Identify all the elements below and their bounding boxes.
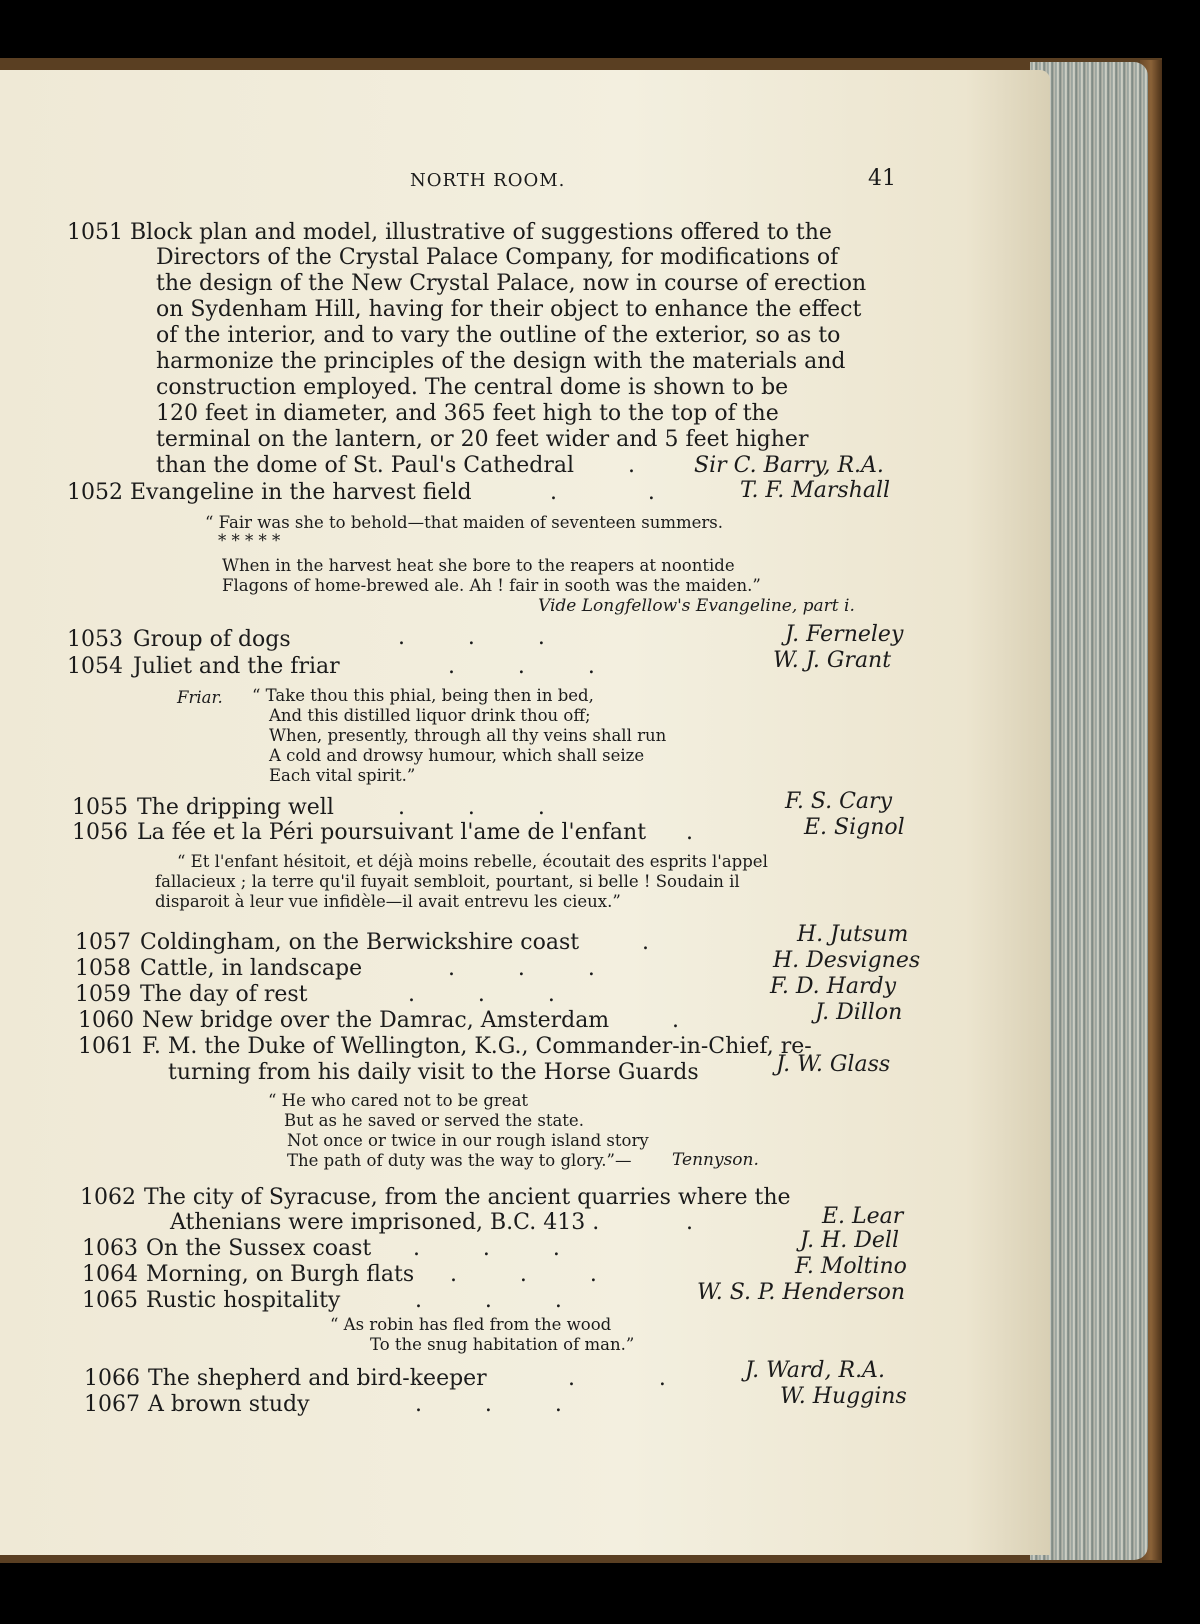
entry-artist: F. S. Cary: [785, 789, 892, 814]
entry-title: Cattle, in landscape: [140, 956, 363, 981]
entry-title: Group of dogs: [133, 627, 291, 652]
quote-line: disparoit à leur vue infidèle—il avait entrevu les cieux.”: [155, 892, 621, 911]
leader-dots: . . .: [398, 625, 545, 650]
entry-text-line: 120 feet in diameter, and 365 feet high to the top of the: [156, 401, 779, 426]
quote-line: And this distilled liquor drink thou off;: [269, 706, 591, 725]
entry-artist: W. S. P. Henderson: [697, 1280, 906, 1305]
entry-number: 1067: [84, 1392, 140, 1417]
entry-title: Evangeline in the harvest field: [130, 480, 472, 505]
quote-source: Vide Longfellow's Evangeline, part i.: [538, 596, 855, 616]
entry-text-line: terminal on the lantern, or 20 feet wider and 5 feet higher: [156, 427, 809, 452]
entry-number: 1063: [82, 1236, 138, 1261]
running-head: NORTH ROOM.: [410, 170, 566, 191]
entry-title: Morning, on Burgh flats: [146, 1262, 415, 1287]
quote-line: When, presently, through all thy veins shall run: [269, 726, 667, 745]
leader-dots: .: [686, 1210, 693, 1235]
entry-title: The dripping well: [137, 795, 334, 820]
quote-asterisks: * * * * *: [218, 531, 281, 550]
entry-title: The day of rest: [140, 982, 308, 1007]
entry-number: 1061: [78, 1034, 134, 1059]
leader-dots: . . .: [450, 1262, 597, 1287]
entry-text-line: turning from his daily visit to the Horse Guards: [168, 1060, 699, 1085]
leader-dots: . . .: [448, 956, 595, 981]
leader-dots: . . .: [415, 1288, 562, 1313]
entry-number: 1051: [67, 220, 123, 245]
entry-number: 1052: [67, 480, 123, 505]
entry-title: A brown study: [148, 1392, 310, 1417]
leader-dots: . . .: [398, 795, 545, 820]
entry-number: 1065: [82, 1288, 138, 1313]
entry-artist: E. Signol: [804, 815, 905, 840]
entry-number: 1058: [75, 956, 131, 981]
entry-text-line: Block plan and model, illustrative of suggestions offered to the: [130, 220, 832, 245]
entry-title: La fée et la Péri poursuivant l'ame de l'enfant: [137, 820, 647, 845]
quote-line: fallacieux ; la terre qu'il fuyait sembloit, pourtant, si belle ! Soudain il: [155, 872, 740, 891]
entry-number: 1059: [75, 982, 131, 1007]
entry-text-line: construction employed. The central dome is shown to be: [156, 375, 789, 400]
leader-dots: . . .: [408, 982, 555, 1007]
entry-number: 1060: [78, 1008, 134, 1033]
entry-number: 1056: [72, 820, 128, 845]
entry-title: On the Sussex coast: [146, 1236, 372, 1261]
entry-text-line: than the dome of St. Paul's Cathedral: [156, 453, 574, 478]
entry-text-line: harmonize the principles of the design with the materials and: [156, 349, 846, 374]
entry-text-line: Directors of the Crystal Palace Company, for modifications of: [156, 245, 839, 270]
entry-artist: W. J. Grant: [773, 648, 892, 673]
entry-text-line: The city of Syracuse, from the ancient quarries where the: [144, 1185, 791, 1210]
quote-line: The path of duty was the way to glory.”—: [287, 1151, 632, 1170]
quote-line: “ Et l'enfant hésitoit, et déjà moins rebelle, écoutait des esprits l'appel: [177, 852, 768, 871]
quote-line: Not once or twice in our rough island story: [287, 1131, 649, 1150]
entry-number: 1053: [67, 627, 123, 652]
quote-line: Each vital spirit.”: [269, 766, 416, 785]
leader-dots: .: [628, 453, 635, 478]
quote-line: But as he saved or served the state.: [284, 1111, 584, 1130]
entry-artist: J. Dillon: [815, 1000, 903, 1025]
leader-dots: .: [642, 930, 649, 955]
entry-text-line: on Sydenham Hill, having for their object to enhance the effect: [156, 297, 862, 322]
leader-dots: .: [686, 820, 693, 845]
entry-artist: Sir C. Barry, R.A.: [694, 453, 884, 478]
leader-dots: .: [672, 1008, 679, 1033]
entry-text-line: the design of the New Crystal Palace, now in course of erection: [156, 271, 867, 296]
entry-artist: J. Ward, R.A.: [745, 1358, 885, 1383]
quote-line: A cold and drowsy humour, which shall seize: [269, 746, 645, 765]
leader-dots: . .: [550, 480, 655, 505]
leader-dots: . . .: [413, 1236, 560, 1261]
entry-artist: F. D. Hardy: [770, 974, 896, 999]
entry-number: 1066: [84, 1366, 140, 1391]
entry-number: 1064: [82, 1262, 138, 1287]
quote-line: “ He who cared not to be great: [268, 1091, 529, 1110]
entry-title: The shepherd and bird-keeper: [148, 1366, 487, 1391]
quote-speaker: Friar.: [177, 688, 223, 707]
leader-dots: . . .: [448, 654, 595, 679]
quote-line: “ Fair was she to behold—that maiden of seventeen summers.: [205, 513, 724, 532]
entry-text-line: Athenians were imprisoned, B.C. 413 .: [170, 1210, 600, 1235]
entry-title: Juliet and the friar: [133, 654, 340, 679]
page-number: 41: [868, 166, 896, 191]
entry-title: Rustic hospitality: [146, 1288, 341, 1313]
quote-line: To the snug habitation of man.”: [370, 1335, 635, 1354]
entry-title: New bridge over the Damrac, Amsterdam: [142, 1008, 610, 1033]
leader-dots: . .: [568, 1366, 666, 1391]
quote-line: Flagons of home-brewed ale. Ah ! fair in sooth was the maiden.”: [222, 576, 761, 595]
entry-artist: F. Moltino: [795, 1254, 907, 1279]
entry-artist: E. Lear: [822, 1204, 904, 1229]
entry-number: 1055: [72, 795, 128, 820]
leader-dots: . . .: [415, 1392, 562, 1417]
entry-artist: H. Desvignes: [773, 948, 921, 973]
quote-line: “ Take thou this phial, being then in bed,: [252, 686, 594, 705]
entry-text-line: of the interior, and to vary the outline of the exterior, so as to: [156, 323, 841, 348]
entry-artist: J. Ferneley: [785, 622, 904, 647]
entry-number: 1057: [75, 930, 131, 955]
entry-number: 1062: [80, 1185, 136, 1210]
quote-line: “ As robin has fled from the wood: [330, 1315, 612, 1334]
entry-number: 1054: [67, 654, 123, 679]
entry-text-line: F. M. the Duke of Wellington, K.G., Commander-in-Chief, re-: [142, 1034, 812, 1059]
entry-title: Coldingham, on the Berwickshire coast: [140, 930, 580, 955]
quote-author: Tennyson.: [672, 1150, 759, 1170]
entry-artist: J. W. Glass: [776, 1052, 891, 1077]
entry-artist: T. F. Marshall: [740, 478, 891, 503]
entry-artist: H. Jutsum: [797, 922, 909, 947]
entry-artist: W. Huggins: [780, 1384, 907, 1409]
entry-artist: J. H. Dell: [800, 1228, 899, 1253]
quote-line: When in the harvest heat she bore to the reapers at noontide: [222, 556, 735, 575]
